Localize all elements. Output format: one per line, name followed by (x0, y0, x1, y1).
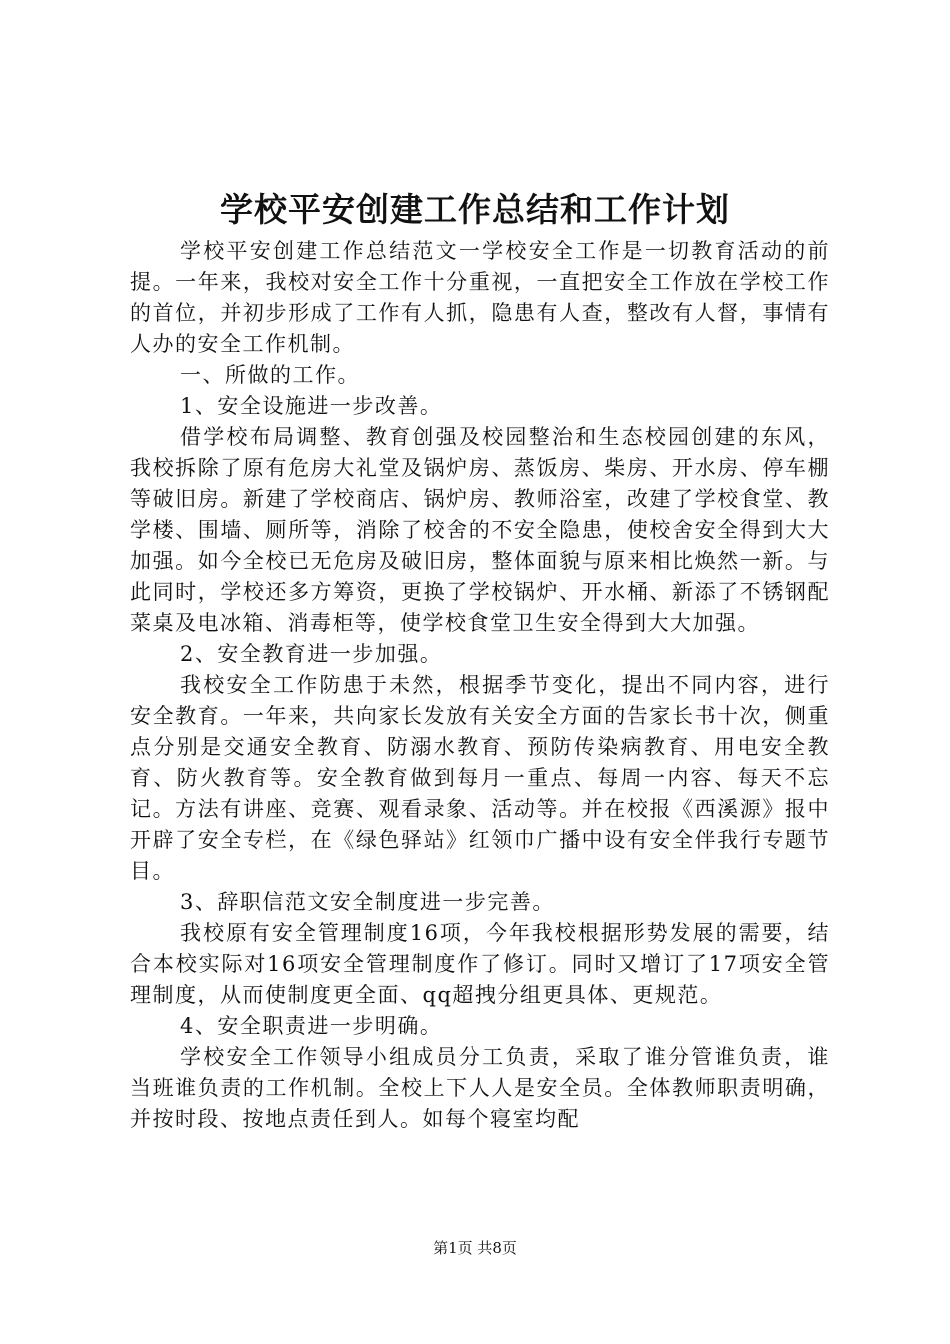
page-footer: 第1页 共8页 (433, 1239, 517, 1257)
subheading-facilities: 1、安全设施进一步改善。 (180, 394, 443, 418)
document-body (130, 236, 830, 1135)
subheading-duties: 4、安全职责进一步明确。 (180, 1014, 443, 1038)
paragraph-intro: 学校平安创建工作总结范文一学校安全工作是一切教育活动的前提。一年来，我校对安全工作十分重视，一直把安全工作放在学校工作的首位，并初步形成了工作有人抓，隐患有人查，整改有人督，事情有人办的安全工作机制。 (130, 239, 830, 356)
paragraph-duties: 学校安全工作领导小组成员分工负责，采取了谁分管谁负责，谁当班谁负责的工作机制。全校上下人人是安全员。全体教师职责明确，并按时段、按地点责任到人。如每个寝室均配 (130, 1045, 830, 1131)
subheading-system: 3、辞职信范文安全制度进一步完善。 (180, 890, 555, 914)
paragraph-facilities: 借学校布局调整、教育创强及校园整治和生态校园创建的东风，我校拆除了原有危房大礼堂及锅炉房、蒸饭房、柴房、开水房、停车棚等破旧房。新建了学校商店、锅炉房、教师浴室，改建了学校食堂、教学楼、围墙、厕所等，消除了校舍的不安全隐患，使校舍安全得到大大加强。如今全校已无危房及破旧房，整体面貌与原来相比焕然一新。与此同时，学校还多方筹资，更换了学校锅炉、开水桶、新添了不锈钢配菜桌及电冰箱、消毒柜等，使学校食堂卫生安全得到大大加强。 (130, 425, 830, 635)
paragraph-system: 我校原有安全管理制度16项，今年我校根据形势发展的需要，结合本校实际对16项安全管理制度作了修订。同时又增订了17项安全管理制度，从而使制度更全面、qq超拽分组更具体、更规范。 (130, 921, 830, 1007)
heading-work-done: 一、所做的工作。 (180, 363, 360, 387)
document-title: 学校平安创建工作总结和工作计划 (220, 190, 730, 229)
subheading-education: 2、安全教育进一步加强。 (180, 642, 443, 666)
paragraph-education: 我校安全工作防患于未然，根据季节变化，提出不同内容，进行安全教育。一年来，共向家长发放有关安全方面的告家长书十次，侧重点分别是交通安全教育、防溺水教育、预防传染病教育、用电安全教育、防火教育等。安全教育做到每月一重点、每周一内容、每天不忘记。方法有讲座、竞赛、观看录象、活动等。并在校报《西溪源》报中开辟了安全专栏，在《绿色驿站》红领巾广播中设有安全伴我行专题节目。 (130, 673, 830, 883)
